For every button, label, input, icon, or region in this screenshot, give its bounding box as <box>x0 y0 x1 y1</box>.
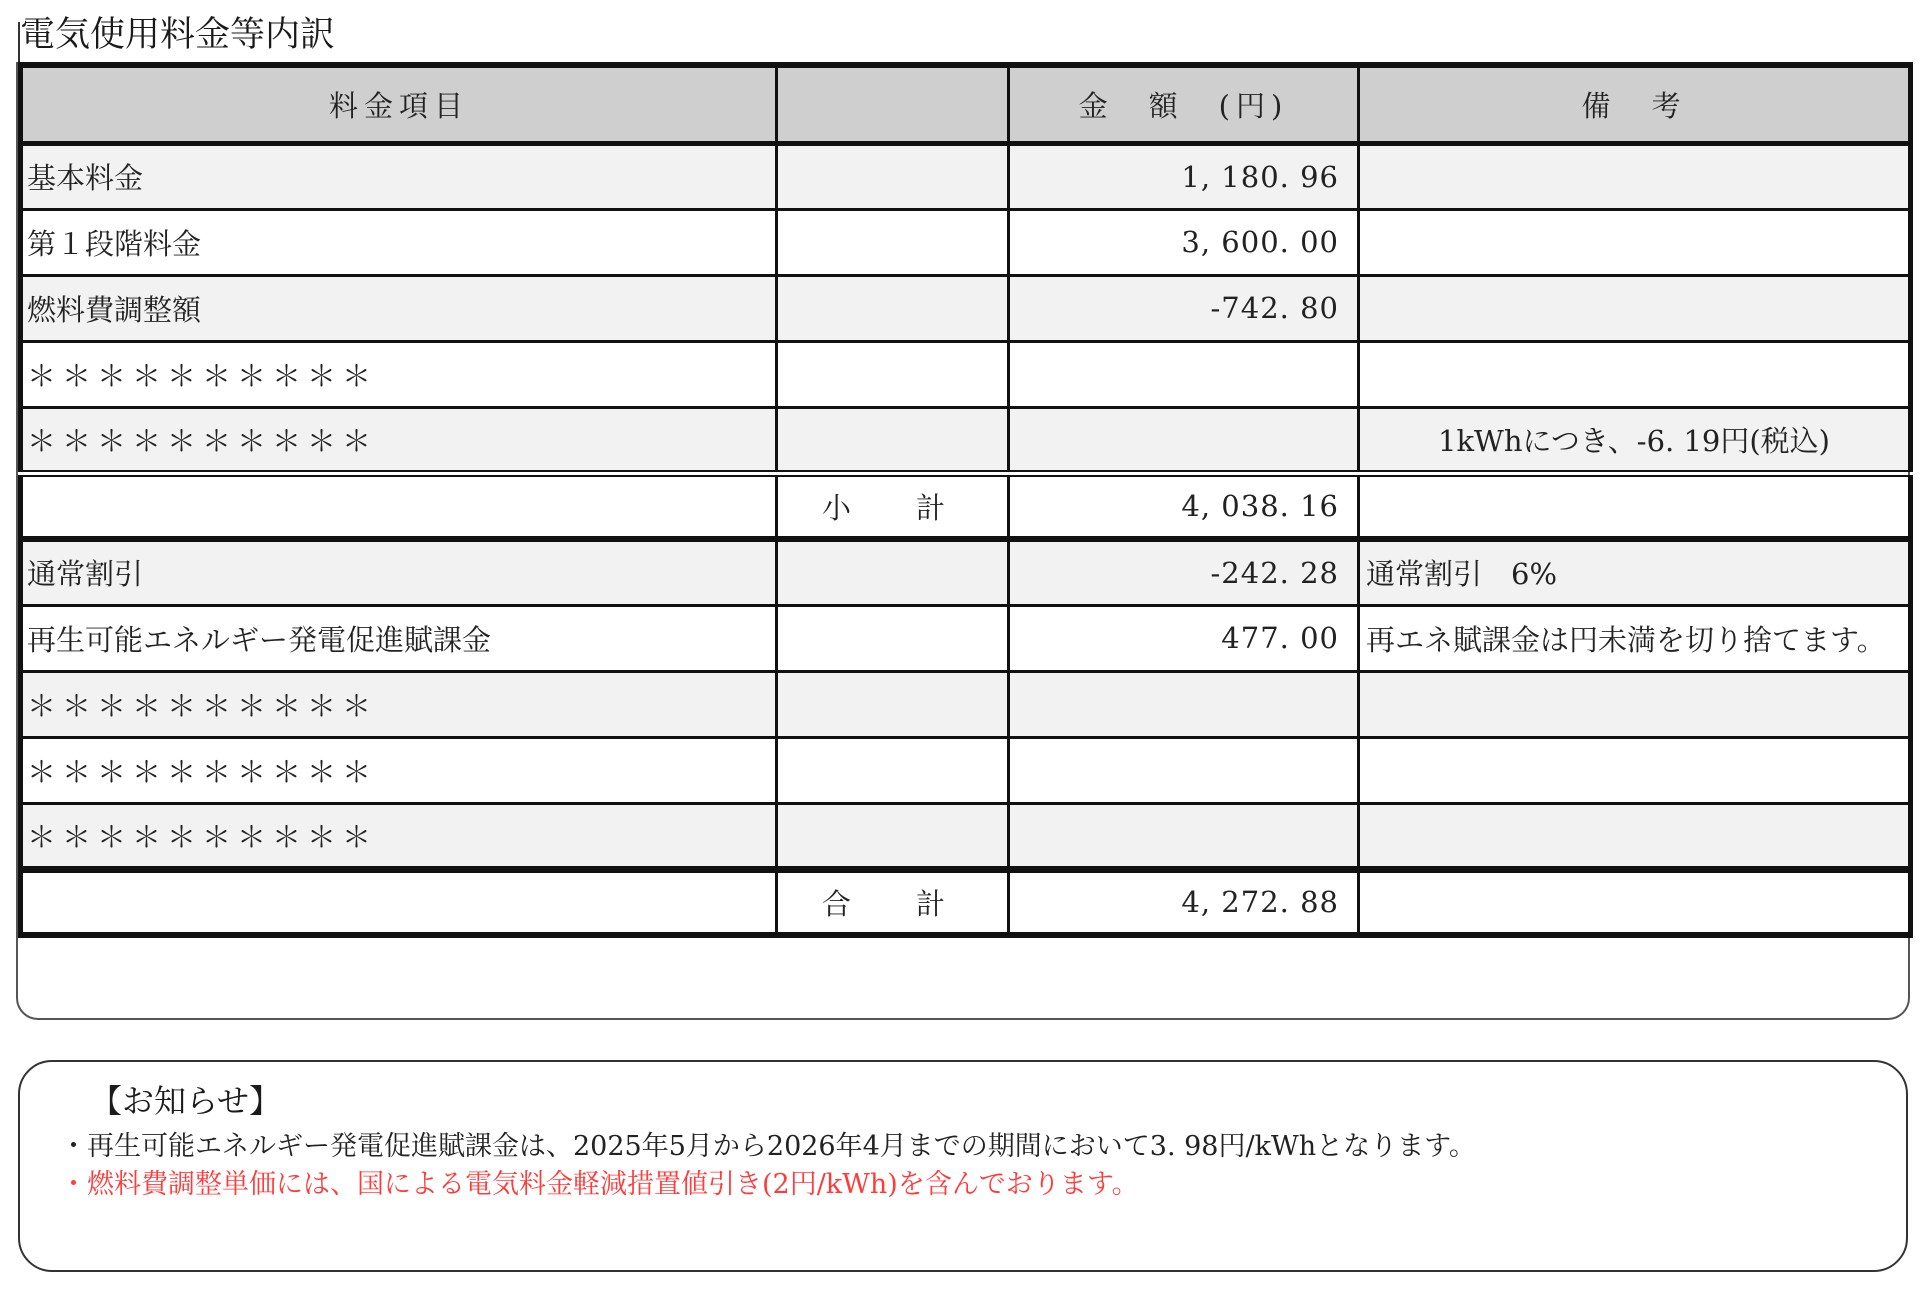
row-note <box>1359 341 1911 407</box>
row-item <box>21 869 777 935</box>
row-item: 燃料費調整額 <box>21 275 777 341</box>
row-item-masked: ＊＊＊＊＊＊＊＊＊＊ <box>21 407 777 473</box>
row-amount <box>1009 803 1359 869</box>
table-row <box>21 737 1911 803</box>
total-amount: 4, 272. 88 <box>1009 869 1359 935</box>
row-mid <box>777 803 1009 869</box>
row-item: 通常割引 <box>21 539 777 605</box>
row-amount: 477. 00 <box>1009 605 1359 671</box>
row-mid <box>777 341 1009 407</box>
total-row <box>21 869 1911 935</box>
row-item: 基本料金 <box>21 143 777 209</box>
page-title: 電気使用料金等内訳 <box>20 15 336 55</box>
table-header-row <box>21 65 1911 143</box>
row-note: 通常割引 6% <box>1359 539 1911 605</box>
table-row <box>21 341 1911 407</box>
row-amount: -742. 80 <box>1009 275 1359 341</box>
header-item: 料金項目 <box>21 65 777 143</box>
row-mid <box>777 605 1009 671</box>
row-item-masked: ＊＊＊＊＊＊＊＊＊＊ <box>21 803 777 869</box>
header-note: 備 考 <box>1359 65 1911 143</box>
row-amount: 3, 600. 00 <box>1009 209 1359 275</box>
row-note <box>1359 209 1911 275</box>
row-note <box>1359 143 1911 209</box>
table-row <box>21 539 1911 605</box>
row-item <box>21 473 777 539</box>
row-mid <box>777 209 1009 275</box>
notice-title: 【お知らせ】 <box>90 1082 282 1120</box>
notice-line-fuel-adjustment: ・燃料費調整単価には、国による電気料金軽減措置値引き(2円/kWh)を含んでおります。 <box>60 1169 1139 1200</box>
row-amount: -242. 28 <box>1009 539 1359 605</box>
row-mid <box>777 407 1009 473</box>
subtotal-amount: 4, 038. 16 <box>1009 473 1359 539</box>
row-item: 第１段階料金 <box>21 209 777 275</box>
table-row <box>21 209 1911 275</box>
table-row <box>21 143 1911 209</box>
row-amount: 1, 180. 96 <box>1009 143 1359 209</box>
row-note <box>1359 473 1911 539</box>
row-note <box>1359 275 1911 341</box>
table-row <box>21 605 1911 671</box>
row-item-masked: ＊＊＊＊＊＊＊＊＊＊ <box>21 671 777 737</box>
row-mid <box>777 143 1009 209</box>
table-row <box>21 407 1911 473</box>
row-note <box>1359 803 1911 869</box>
row-item-masked: ＊＊＊＊＊＊＊＊＊＊ <box>21 737 777 803</box>
table-row <box>21 275 1911 341</box>
header-amount: 金 額 (円) <box>1009 65 1359 143</box>
row-mid <box>777 737 1009 803</box>
table-row <box>21 803 1911 869</box>
row-amount <box>1009 671 1359 737</box>
row-item-masked: ＊＊＊＊＊＊＊＊＊＊ <box>21 341 777 407</box>
row-note: 再エネ賦課金は円未満を切り捨てます。 <box>1359 605 1911 671</box>
subtotal-row <box>21 473 1911 539</box>
billing-breakdown-table <box>18 62 1913 938</box>
notice-line-surcharge: ・再生可能エネルギー発電促進賦課金は、2025年5月から2026年4月までの期間において3. 98円/kWhとなります。 <box>60 1131 1476 1162</box>
table-row <box>21 671 1911 737</box>
row-note <box>1359 869 1911 935</box>
total-label: 合 計 <box>777 869 1009 935</box>
row-note: 1kWhにつき、-6. 19円(税込) <box>1359 407 1911 473</box>
row-mid <box>777 539 1009 605</box>
row-amount <box>1009 737 1359 803</box>
subtotal-label: 小 計 <box>777 473 1009 539</box>
row-amount <box>1009 341 1359 407</box>
row-note <box>1359 671 1911 737</box>
row-mid <box>777 275 1009 341</box>
row-note <box>1359 737 1911 803</box>
row-mid <box>777 671 1009 737</box>
row-amount <box>1009 407 1359 473</box>
notice-box <box>18 1060 1908 1272</box>
row-item: 再生可能エネルギー発電促進賦課金 <box>21 605 777 671</box>
header-mid <box>777 65 1009 143</box>
